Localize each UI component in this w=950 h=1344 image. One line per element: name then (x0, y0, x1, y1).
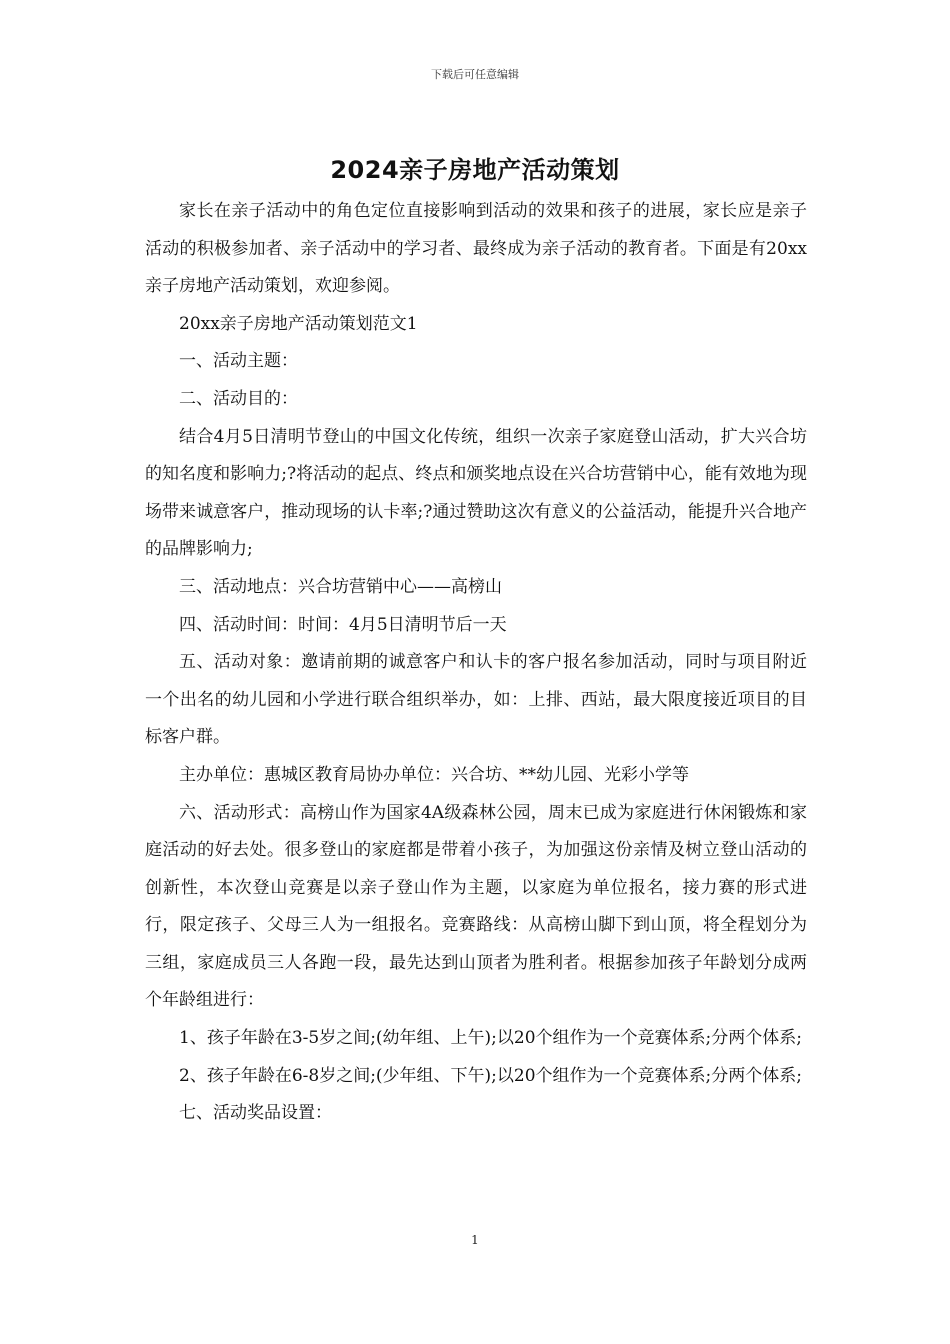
location-paragraph: 三、活动地点：兴合坊营销中心——高榜山 (179, 576, 502, 597)
section-heading-theme: 一、活动主题： (179, 351, 298, 372)
format-paragraph: 六、活动形式：高榜山作为国家4A级森林公园，周末已成为家庭进行休闲锻炼和家庭活动的好去处。很多登山的家庭都是带着小孩子，为加强这份亲情及树立登山活动的创新性，本次登山竞赛是以亲子登山作为主题，以家庭为单位报名，接力赛的形式进行，限定孩子、父母三人为一组报名。竞赛路线：从高榜山脚下到山顶，将全程划分为三组，家庭成员三人各跑一段，最先达到山顶者为胜利者。根据参加孩子年龄划分成两个年龄组进行： (145, 802, 807, 1011)
purpose-paragraph: 结合4月5日清明节登山的中国文化传统，组织一次亲子家庭登山活动，扩大兴合坊的知名度和影响力;?将活动的起点、终点和颁奖地点设在兴合坊营销中心，能有效地为现场带来诚意客户，推动现场的认卡率;?通过赞助这次有意义的公益活动，能提升兴合地产的品牌影响力; (145, 426, 807, 560)
section-heading-prizes: 七、活动奖品设置： (179, 1103, 332, 1124)
document-body (145, 193, 807, 1133)
age-group-2-paragraph: 2、孩子年龄在6-8岁之间;(少年组、下午);以20个组作为一个竞赛体系;分两个体系; (179, 1065, 802, 1086)
page-header-note: 下载后可任意编辑 (431, 68, 519, 81)
audience-paragraph: 五、活动对象：邀请前期的诚意客户和认卡的客户报名参加活动，同时与项目附近一个出名的幼儿园和小学进行联合组织举办，如：上排、西站，最大限度接近项目的目标客户群。 (145, 652, 807, 748)
intro-paragraph: 家长在亲子活动中的角色定位直接影响到活动的效果和孩子的进展，家长应是亲子活动的积极参加者、亲子活动中的学习者、最终成为亲子活动的教育者。下面是有20xx亲子房地产活动策划，欢迎参阅。 (145, 201, 807, 297)
section-heading-purpose: 二、活动目的： (179, 388, 298, 409)
age-group-1-paragraph: 1、孩子年龄在3-5岁之间;(幼年组、上午);以20个组作为一个竞赛体系;分两个体系; (179, 1028, 802, 1049)
section-heading-sample: 20xx亲子房地产活动策划范文1 (179, 313, 418, 334)
page-number: 1 (471, 1233, 479, 1247)
document-title: 2024亲子房地产活动策划 (330, 156, 620, 184)
time-paragraph: 四、活动时间：时间：4月5日清明节后一天 (179, 614, 507, 635)
organizers-paragraph: 主办单位：惠城区教育局协办单位：兴合坊、**幼儿园、光彩小学等 (179, 764, 689, 785)
